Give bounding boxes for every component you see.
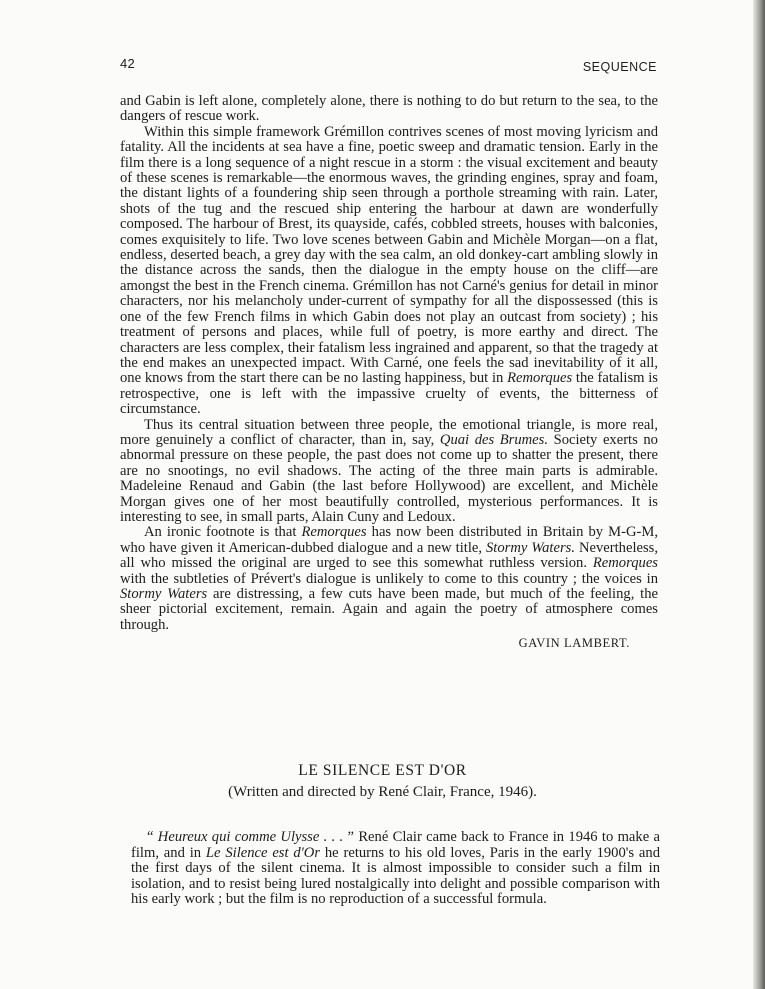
italic-title-text: Quai des Brumes. <box>439 431 548 448</box>
italic-title-text: Stormy Waters. <box>486 539 575 556</box>
text-run: has now been distributed in Britain by M-G-M, who have given it American-dubbed dialogue and a new title, <box>120 524 658 556</box>
text-run: “ <box>147 829 158 845</box>
article-paragraph <box>120 125 658 418</box>
author-signature: GAVIN LAMBERT. <box>518 636 630 651</box>
text-run: Nevertheless, all who missed the original are urged to see this somewhat ruthless version. <box>120 539 658 572</box>
review-title: LE SILENCE EST D'OR <box>298 762 467 779</box>
text-run: are distressing, a few cuts have been made, but much of the feeling, the sheer pictorial excitement, remain. Again and again the poetry of atmosphere comes through. <box>120 586 659 633</box>
article-paragraph <box>120 94 658 125</box>
text-run: he returns to his old loves, Paris in the early 1900's and the first days of the silent cinema. It is almost impossible to consider such a film in isolation, and to resist being lured nostalgically into delight and possible comparison with his early work ; but the film is no reproduction of a successful formula. <box>131 844 660 908</box>
text-run: and Gabin is left alone, completely alone, there is nothing to do but return to the sea, to the dangers of rescue work. <box>120 93 658 125</box>
running-head: SEQUENCE <box>582 60 657 74</box>
text-run: ” René Clair came back to France in 1946 to make a film, and in <box>131 829 660 861</box>
article-paragraph <box>120 418 658 526</box>
italic-title-text: Remorques <box>301 524 367 541</box>
italic-title-text: Stormy Waters <box>120 586 208 602</box>
article-body <box>120 94 658 652</box>
text-run: Thus its central situation between three people, the emotional triangle, is more real, more genuinely a conflict of character, than in, say, <box>120 416 658 448</box>
text-run: An ironic footnote is that <box>144 524 302 541</box>
italic-title-text: Le Silence est d'Or <box>205 844 321 861</box>
italic-title-text: Remorques <box>507 370 573 387</box>
text-run: Within this simple framework Grémillon contrives scenes of most moving lyricism and fatality. All the incidents at sea have a fine, poetic sweep and dramatic tension. Early in the film there is a long sequence of a night rescue in a storm : the visual excitement and beauty of these scenes is remarkable—the enormous waves, the grinding engines, spray and foam, the distant lights of a foundering ship seen through a porthole streaming with rain. Later, shots of the tug and the rescued ship entering the harbour at dawn are wonderfully composed. The harbour of Brest, its quayside, cafés, cobbled streets, houses with balconies, comes exquisitely to life. Two love scenes between Gabin and Michèle Morgan—on a flat, endless, deserted beach, a grey day with the sea calm, an old donkey-cart ambling slowly in the distance across the sands, then the dialogue in the empty house on the cliff—are amongst the best in the French cinema. Grémillon has not Carné's genius for detail in minor characters, nor his melancholy under-current of sympathy for all the dispossessed (this is one of the few French films in which Gabin does not play an outcast from society) ; his treatment of persons and places, while full of poetry, is more earthy and direct. The characters are less complex, their fatalism less ingrained and apparent, so that the tragedy at the end makes an unexpected impact. With Carné, one feels the sad inevitability of it all, one knows from the start there can be no lasting happiness, but in <box>120 123 658 387</box>
italic-title-text: Heureux qui comme Ulysse . . . <box>157 829 344 845</box>
review-paragraph <box>131 830 660 908</box>
text-run: with the subtleties of Prévert's dialogue is unlikely to come to this country ; the voices in <box>120 570 658 587</box>
italic-title-text: Remorques <box>592 555 658 572</box>
article-paragraphs <box>120 94 658 633</box>
article-paragraph <box>120 525 658 633</box>
review-body <box>131 830 660 908</box>
review-credit: (Written and directed by René Clair, France, 1946). <box>228 784 537 800</box>
text-run: the fatalism is retrospective, one is left with the impassive cruelty of events, the bitterness of circumstance. <box>120 370 658 418</box>
page-edge-shadow <box>753 0 765 989</box>
page-number: 42 <box>120 56 136 71</box>
text-run: Society exerts no abnormal pressure on these people, the past does not come up to shatter the present, there are no snootings, no evil shadows. The acting of the three main parts is admirable. Madeleine Renaud and Gabin (the last before Hollywood) are excellent, and Michèle Morgan gives one of her most beautifully controlled, mysterious performances. It is interesting to see, in small parts, Alain Cuny and Ledoux. <box>120 431 658 525</box>
